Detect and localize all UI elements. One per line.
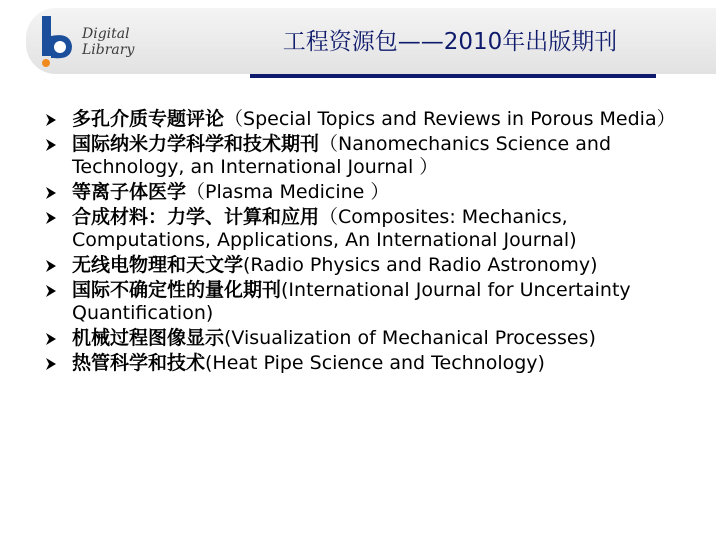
journal-item-8	[44, 352, 704, 375]
journal-item-2	[44, 133, 704, 179]
logo-line-1: Digital	[82, 26, 130, 42]
journal-item-1	[44, 108, 704, 131]
journal-en-title: （Special Topics and Reviews in Porous Media）	[224, 108, 676, 130]
arrow-bullet-icon	[44, 138, 58, 152]
journal-en-title: （Composites: Mechanics, Computations, Applications, An International Journal)	[72, 206, 577, 251]
journal-item-7	[44, 327, 704, 350]
journal-cn-title: 国际不确定性的量化期刊	[72, 279, 282, 301]
journal-en-title: (Radio Physics and Radio Astronomy)	[243, 254, 598, 276]
journal-item-3	[44, 181, 704, 204]
journal-cn-title: 合成材料：力学、计算和应用	[72, 206, 320, 228]
journal-item-6	[44, 279, 704, 325]
digital-library-logo	[36, 12, 148, 68]
slide-header	[0, 0, 720, 86]
journal-cn-title: 国际纳米力学科学和技术期刊	[72, 133, 320, 155]
title-underline	[250, 74, 656, 78]
page-title: 工程资源包——2010年出版期刊	[282, 29, 618, 55]
arrow-bullet-icon	[44, 357, 58, 371]
arrow-bullet-icon	[44, 211, 58, 225]
journal-en-title: (International Journal for Uncertainty Quantification)	[72, 279, 631, 324]
journal-list	[44, 108, 704, 377]
logo-line-2: Library	[82, 42, 135, 58]
arrow-bullet-icon	[44, 284, 58, 298]
journal-item-4	[44, 206, 704, 252]
journal-en-title: （Nanomechanics Science and Technology, an International Journal ）	[72, 133, 612, 178]
logo-mark-icon	[36, 12, 82, 68]
arrow-bullet-icon	[44, 186, 58, 200]
arrow-bullet-icon	[44, 259, 58, 273]
journal-cn-title: 多孔介质专题评论	[72, 108, 225, 130]
logo-text	[82, 26, 152, 58]
journal-cn-title: 热管科学和技术	[72, 352, 206, 374]
journal-cn-title: 等离子体医学	[72, 181, 187, 203]
journal-en-title: （Plasma Medicine ）	[186, 181, 390, 203]
journal-item-5	[44, 254, 704, 277]
journal-en-title: (Heat Pipe Science and Technology)	[205, 352, 545, 374]
journal-cn-title: 无线电物理和天文学	[72, 254, 244, 276]
journal-en-title: (Visualization of Mechanical Processes)	[224, 327, 596, 349]
arrow-bullet-icon	[44, 113, 58, 127]
arrow-bullet-icon	[44, 332, 58, 346]
journal-cn-title: 机械过程图像显示	[72, 327, 225, 349]
